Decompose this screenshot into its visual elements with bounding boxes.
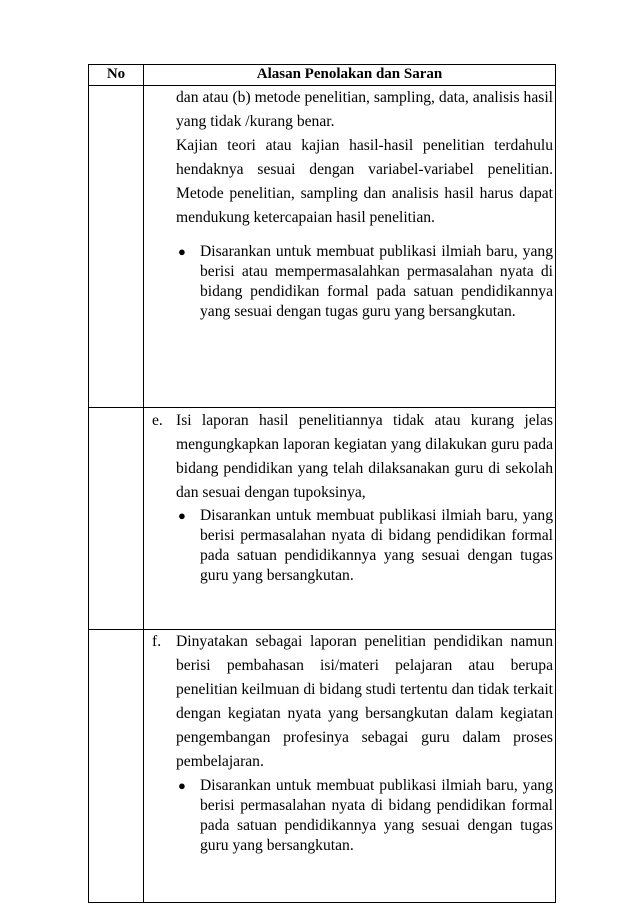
- suggestion-bullet: [176, 506, 553, 586]
- bullet-icon: ●: [178, 244, 186, 259]
- item-marker: e.: [152, 412, 163, 429]
- suggestion-text: Disarankan untuk membuat publikasi ilmiah baru, yang berisi permasalahan nyata di bidang pendidikan formal pada satuan pendidikannya yang sesuai dengan tugas guru yang bersangkutan.: [200, 777, 553, 854]
- suggestion-bullet: [176, 776, 553, 856]
- header-alasan: Alasan Penolakan dan Saran: [144, 65, 556, 86]
- reason-text: Isi laporan hasil penelitiannya tidak atau kurang jelas mengungkapkan laporan kegiatan yang dilakukan guru pada bidang pendidikan yang telah dilaksanakan guru di sekolah dan sesuai dengan tupoksinya,: [176, 412, 553, 501]
- reason-cell: [144, 408, 556, 630]
- item-marker: f.: [152, 633, 162, 650]
- reason-cell: [144, 86, 556, 408]
- table-row: [89, 630, 556, 903]
- row-number-cell: [89, 408, 144, 630]
- reason-paragraph: Kajian teori atau kajian hasil-hasil penelitian terdahulu hendaknya sesuai dengan variabel-variabel penelitian. Metode penelitian, sampling dan analisis hasil harus dapat mendukung ketercapaian hasil penelitian.: [176, 137, 553, 226]
- table-row: [89, 86, 556, 408]
- suggestion-bullet: [176, 242, 553, 322]
- rejection-reasons-table: [88, 64, 556, 903]
- bullet-icon: ●: [178, 508, 186, 523]
- reason-cell: [144, 630, 556, 903]
- reason-item-e: [144, 409, 553, 505]
- table-header-row: [89, 65, 556, 86]
- reason-text: Dinyatakan sebagai laporan penelitian pendidikan namun berisi pembahasan isi/materi pelajaran atau berupa penelitian keilmuan di bidang studi tertentu dan tidak terkait dengan kegiatan nyata yang bersangkutan dalam kegiatan pengembangan profesinya sebagai guru dalam proses pembelajaran.: [176, 633, 553, 770]
- row-number-cell: [89, 630, 144, 903]
- reason-paragraph: dan atau (b) metode penelitian, sampling, data, analisis hasil yang tidak /kurang benar.: [176, 89, 553, 130]
- suggestion-text: Disarankan untuk membuat publikasi ilmiah baru, yang berisi atau mempermasalahkan permasalahan nyata di bidang pendidikan formal pada satuan pendidikannya yang sesuai dengan tugas guru yang bersangkutan.: [200, 243, 553, 320]
- bullet-icon: ●: [178, 778, 186, 793]
- table-row: [89, 408, 556, 630]
- suggestion-text: Disarankan untuk membuat publikasi ilmiah baru, yang berisi permasalahan nyata di bidang pendidikan formal pada satuan pendidikannya yang sesuai dengan tugas guru yang bersangkutan.: [200, 507, 553, 584]
- header-no: No: [89, 65, 144, 86]
- reason-item-f: [144, 630, 553, 774]
- row-number-cell: [89, 86, 144, 408]
